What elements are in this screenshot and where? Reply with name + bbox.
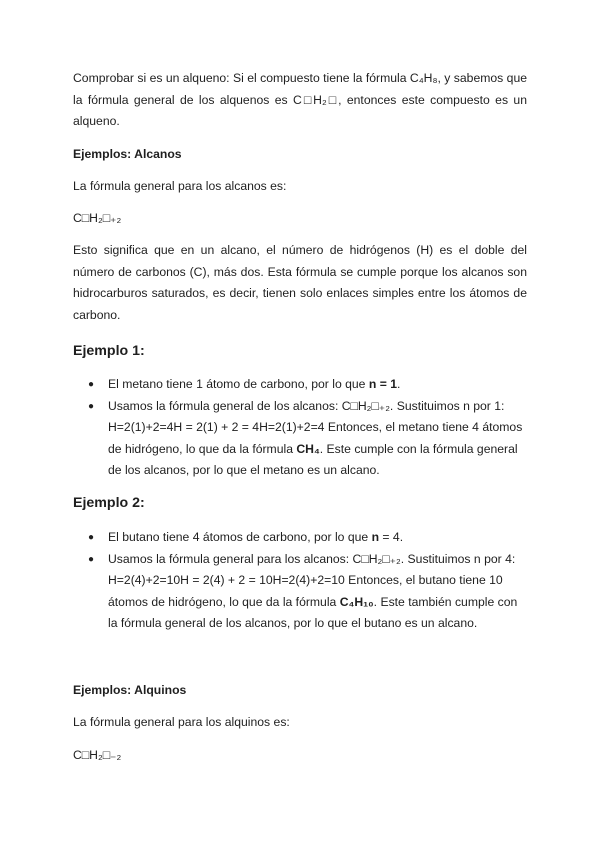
bullet-icon: ● xyxy=(88,379,95,390)
bullet-icon: ● xyxy=(88,400,95,412)
list-item: ● Usamos la fórmula general de los alcanos: C□H₂□₊₂. Sustituimos n por 1: H=2(1)+2=4H = 2(1) + 2 = 4H=2(1)+2=4 Entonces, el metano tiene 4 átomos de hidrógeno, lo que da la fórmula CH₄. Este cumple con la fórmula general de los alcanos, por lo que el metano es un alcano. xyxy=(73,396,528,482)
heading-ejemplo-2: Ejemplo 2: xyxy=(73,495,145,511)
list-item: ● Usamos la fórmula general para los alcanos: C□H₂□₊₂. Sustituimos n por 4: H=2(4)+2=10H = 2(4) + 2 = 10H=2(4)+2=10 Entonces, el butano tiene 10 átomos de hidrógeno, lo que da la fórmula C₄H₁₀. Este también cumple con la fórmula general de los alcanos, por lo que el butano es un alcano. xyxy=(73,549,528,635)
list-item: ● El metano tiene 1 átomo de carbono, por lo que n = 1. xyxy=(73,374,528,396)
bullet-icon: ● xyxy=(88,532,95,543)
heading-ejemplo-1: Ejemplo 1: xyxy=(73,343,145,359)
ejemplo-1-list xyxy=(73,374,528,482)
ejemplo-2-list xyxy=(73,527,528,635)
alquinos-general-text: La fórmula general para los alquinos es: xyxy=(73,715,290,729)
list-item: ● El butano tiene 4 átomos de carbono, por lo que n = 4. xyxy=(73,527,528,549)
alcanos-explanation: Esto significa que en un alcano, el número de hidrógenos (H) es el doble del número de carbonos (C), más dos. Esta fórmula se cumple porque los alcanos son hidrocarburos saturados, es decir, tienen solo enlaces simples entre los átomos de carbono. xyxy=(73,243,527,322)
intro-paragraph: Comprobar si es un alqueno: Si el compuesto tiene la fórmula C₄H₈, y sabemos que la fórmula general de los alquenos es C□H₂□, entonces este compuesto es un alqueno. xyxy=(73,71,527,128)
heading-alcanos: Ejemplos: Alcanos xyxy=(73,147,182,161)
alcanos-formula: C□H₂□₊₂ xyxy=(73,211,122,225)
bullet-icon: ● xyxy=(88,553,95,565)
heading-alquinos: Ejemplos: Alquinos xyxy=(73,683,187,697)
alcanos-general-text: La fórmula general para los alcanos es: xyxy=(73,179,287,193)
alquinos-formula: C□H₂□₋₂ xyxy=(73,748,122,762)
